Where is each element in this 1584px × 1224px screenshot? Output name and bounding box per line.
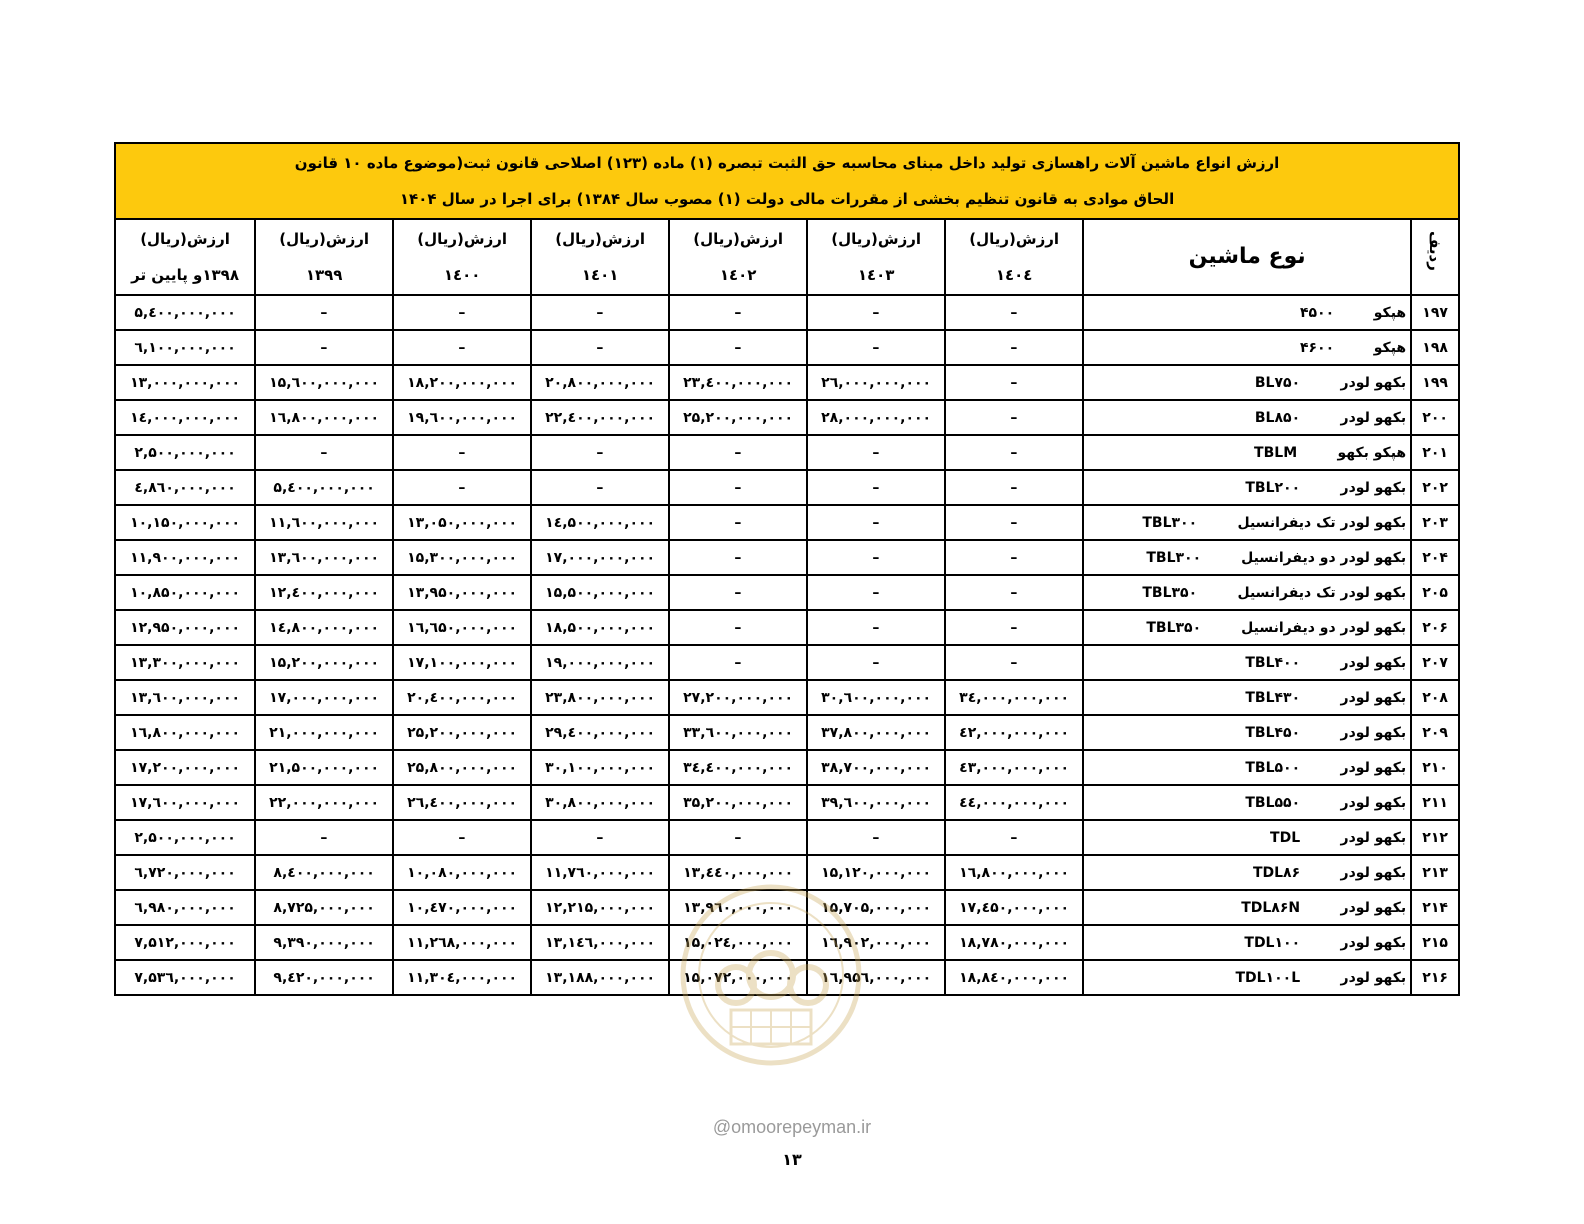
row-number: ۲۱۴	[1411, 890, 1459, 925]
value-cell: –	[531, 470, 669, 505]
machine-model: TBL۴۰۰	[1245, 654, 1301, 671]
value-cell: –	[945, 540, 1083, 575]
header-value-4	[393, 219, 531, 295]
value-cell: ٤٤,۰۰۰,۰۰۰,۰۰۰	[945, 785, 1083, 820]
value-cell: ۳۹,٦۰۰,۰۰۰,۰۰۰	[807, 785, 945, 820]
value-cell: ٦,۷۲۰,۰۰۰,۰۰۰	[115, 855, 255, 890]
table-row	[115, 540, 1459, 575]
machine-name: هپکو	[1373, 304, 1407, 321]
header-radif: ردیف	[1411, 219, 1459, 295]
table-row	[115, 750, 1459, 785]
table-row	[115, 505, 1459, 540]
value-cell: ۲۲,۰۰۰,۰۰۰,۰۰۰	[255, 785, 393, 820]
value-table-sheet	[114, 142, 1458, 996]
value-cell: ۱۸,۷۸۰,۰۰۰,۰۰۰	[945, 925, 1083, 960]
value-cell: ۱۳,۹٦۰,۰۰۰,۰۰۰	[669, 890, 807, 925]
value-cell: ۱۰,۸۵۰,۰۰۰,۰۰۰	[115, 575, 255, 610]
row-number: ۲۰۲	[1411, 470, 1459, 505]
value-cell: ۱۰,۰۸۰,۰۰۰,۰۰۰	[393, 855, 531, 890]
row-number: ۲۱۳	[1411, 855, 1459, 890]
value-cell: –	[945, 610, 1083, 645]
value-cell: ۹,٤۲۰,۰۰۰,۰۰۰	[255, 960, 393, 995]
value-cell: ۹,۳۹۰,۰۰۰,۰۰۰	[255, 925, 393, 960]
table-row	[115, 295, 1459, 330]
header-value-label: ارزش(ریال)	[417, 230, 507, 248]
value-cell: –	[393, 435, 531, 470]
machine-cell	[1083, 400, 1411, 435]
machine-model: TBL۴۳۰	[1245, 689, 1301, 706]
title-line-2: الحاق موادی به قانون تنظیم بخشی از مقررات مالی دولت (۱) مصوب سال ۱۳۸۴) برای اجرا در سال ۱۴۰۴	[399, 190, 1175, 208]
machine-name: بکهو لودر	[1340, 934, 1407, 951]
machine-model: TBL۳۵۰	[1142, 584, 1198, 601]
machine-cell	[1083, 960, 1411, 995]
value-cell: ۱۸,۲۰۰,۰۰۰,۰۰۰	[393, 365, 531, 400]
table-row	[115, 470, 1459, 505]
watermark-logo	[676, 880, 866, 1070]
value-cell: –	[531, 435, 669, 470]
value-cell: ۱۷,۱۰۰,۰۰۰,۰۰۰	[393, 645, 531, 680]
value-cell: –	[807, 470, 945, 505]
value-cell: –	[945, 295, 1083, 330]
value-cell: –	[255, 295, 393, 330]
value-cell: ۲۸,۰۰۰,۰۰۰,۰۰۰	[807, 400, 945, 435]
value-cell: ٤۲,۰۰۰,۰۰۰,۰۰۰	[945, 715, 1083, 750]
value-cell: ۱۳,۳۰۰,۰۰۰,۰۰۰	[115, 645, 255, 680]
value-cell: –	[945, 645, 1083, 680]
machine-name: بکهو لودر	[1340, 759, 1407, 776]
value-cell: ۱۲,۲۱۵,۰۰۰,۰۰۰	[531, 890, 669, 925]
table-row	[115, 435, 1459, 470]
value-cell: ۱۸,۸٤۰,۰۰۰,۰۰۰	[945, 960, 1083, 995]
machine-name: بکهو لودر	[1340, 724, 1407, 741]
value-cell: ۱۵,۷۰۵,۰۰۰,۰۰۰	[807, 890, 945, 925]
machine-model: TBL۳۵۰	[1146, 619, 1202, 636]
machine-cell	[1083, 750, 1411, 785]
value-cell: –	[669, 820, 807, 855]
machine-cell	[1083, 505, 1411, 540]
table-row	[115, 610, 1459, 645]
value-cell: –	[531, 330, 669, 365]
value-cell: ۱٦,۸۰۰,۰۰۰,۰۰۰	[945, 855, 1083, 890]
value-cell: ۸,٤۰۰,۰۰۰,۰۰۰	[255, 855, 393, 890]
value-cell: –	[393, 470, 531, 505]
machine-name: بکهو لودر	[1340, 864, 1407, 881]
machine-model: TDL۸۶	[1252, 864, 1301, 881]
machine-name: بکهو لودر	[1340, 794, 1407, 811]
value-cell: ۱۳,۹۵۰,۰۰۰,۰۰۰	[393, 575, 531, 610]
header-value-label: ارزش(ریال)	[279, 230, 369, 248]
value-cell: ۱۳,٦۰۰,۰۰۰,۰۰۰	[255, 540, 393, 575]
value-cell: –	[807, 575, 945, 610]
value-cell: ۱۹,۰۰۰,۰۰۰,۰۰۰	[531, 645, 669, 680]
value-cell: ٦,۹۸۰,۰۰۰,۰۰۰	[115, 890, 255, 925]
row-number: ۲۰۹	[1411, 715, 1459, 750]
value-cell: –	[531, 295, 669, 330]
value-cell: –	[669, 540, 807, 575]
value-cell: –	[807, 645, 945, 680]
table-row	[115, 400, 1459, 435]
value-cell: ۱٦,۸۰۰,۰۰۰,۰۰۰	[255, 400, 393, 435]
header-value-label: ارزش(ریال)	[969, 230, 1059, 248]
value-cell: ۱٤,۸۰۰,۰۰۰,۰۰۰	[255, 610, 393, 645]
value-cell: ۱۱,۲٦۸,۰۰۰,۰۰۰	[393, 925, 531, 960]
table-row	[115, 820, 1459, 855]
machine-model: TBL۳۰۰	[1142, 514, 1198, 531]
value-cell: ۲٦,٤۰۰,۰۰۰,۰۰۰	[393, 785, 531, 820]
title-line-1: ارزش انواع ماشین آلات راهسازی تولید داخل مبنای محاسبه حق الثبت تبصره (۱) ماده (۱۲۳) اصلاحی قانون ثبت(موضوع ماده ۱۰ قانون	[294, 154, 1280, 172]
table-row	[115, 365, 1459, 400]
value-cell: ۷,۵۱۲,۰۰۰,۰۰۰	[115, 925, 255, 960]
value-cell: –	[807, 505, 945, 540]
machine-cell	[1083, 575, 1411, 610]
value-cell: ۳٤,۰۰۰,۰۰۰,۰۰۰	[945, 680, 1083, 715]
value-cell: –	[807, 330, 945, 365]
machine-name: بکهو لودر	[1340, 829, 1407, 846]
machine-model: TDL	[1270, 829, 1301, 846]
header-year: ۱۳۹۹	[305, 266, 343, 284]
value-cell: ۱۵,۰۷۲,۰۰۰,۰۰۰	[669, 960, 807, 995]
value-cell: ۵,٤۰۰,۰۰۰,۰۰۰	[255, 470, 393, 505]
value-cell: ۲٦,۰۰۰,۰۰۰,۰۰۰	[807, 365, 945, 400]
machine-name: بکهو لودر	[1340, 969, 1407, 986]
header-year: ۱٤۰٤	[995, 266, 1033, 284]
header-value-5	[255, 219, 393, 295]
value-cell: –	[669, 505, 807, 540]
machine-name: بکهو لودر	[1340, 479, 1407, 496]
value-cell: –	[669, 330, 807, 365]
value-cell: –	[531, 820, 669, 855]
value-cell: ۳۷,۸۰۰,۰۰۰,۰۰۰	[807, 715, 945, 750]
footer-website: @omoorepeyman.ir	[712, 1117, 872, 1137]
machine-name: هپکو	[1373, 339, 1407, 356]
value-cell: ۲۹,٤۰۰,۰۰۰,۰۰۰	[531, 715, 669, 750]
value-cell: –	[669, 645, 807, 680]
value-cell: ۸,۷۲۵,۰۰۰,۰۰۰	[255, 890, 393, 925]
machine-model: ۴۵۰۰	[1299, 304, 1335, 321]
value-cell: ۳۰,٦۰۰,۰۰۰,۰۰۰	[807, 680, 945, 715]
machine-model: TBL۲۰۰	[1245, 479, 1301, 496]
table-row	[115, 715, 1459, 750]
value-cell: ۲,۵۰۰,۰۰۰,۰۰۰	[115, 435, 255, 470]
value-cell: –	[945, 400, 1083, 435]
page-number: ۱۳	[782, 1150, 802, 1169]
row-number: ۲۱۵	[1411, 925, 1459, 960]
row-number: ۲۱۰	[1411, 750, 1459, 785]
machine-model: TBL۳۰۰	[1146, 549, 1202, 566]
value-cell: ۲۵,۲۰۰,۰۰۰,۰۰۰	[669, 400, 807, 435]
value-cell: –	[669, 435, 807, 470]
value-cell: ۱۲,۹۵۰,۰۰۰,۰۰۰	[115, 610, 255, 645]
header-value-0	[945, 219, 1083, 295]
machine-model: TBL۵۵۰	[1245, 794, 1301, 811]
value-cell: ۱۵,۵۰۰,۰۰۰,۰۰۰	[531, 575, 669, 610]
machine-cell	[1083, 820, 1411, 855]
value-cell: –	[669, 295, 807, 330]
header-year: ۱۳۹۸و پایین تر	[131, 266, 239, 284]
machine-model: TDL۸۶N	[1241, 899, 1301, 916]
value-cell: ۱۳,۱۸۸,۰۰۰,۰۰۰	[531, 960, 669, 995]
machine-cell	[1083, 645, 1411, 680]
machine-name: بکهو لودر تک دیفرانسیل	[1237, 584, 1407, 601]
value-cell: ۱۷,٦۰۰,۰۰۰,۰۰۰	[115, 785, 255, 820]
value-cell: –	[945, 575, 1083, 610]
machine-name: بکهو لودر دو دیفرانسیل	[1241, 619, 1407, 636]
value-cell: –	[393, 820, 531, 855]
value-cell: ۲۳,٤۰۰,۰۰۰,۰۰۰	[669, 365, 807, 400]
value-cell: ۱٦,۹۵٦,۰۰۰,۰۰۰	[807, 960, 945, 995]
value-cell: ۱۱,۹۰۰,۰۰۰,۰۰۰	[115, 540, 255, 575]
value-cell: ۱۳,٦۰۰,۰۰۰,۰۰۰	[115, 680, 255, 715]
value-cell: –	[945, 470, 1083, 505]
value-cell: –	[669, 470, 807, 505]
value-cell: ۷,۵۳٦,۰۰۰,۰۰۰	[115, 960, 255, 995]
value-cell: ۲۱,۵۰۰,۰۰۰,۰۰۰	[255, 750, 393, 785]
value-cell: –	[807, 295, 945, 330]
header-value-6	[115, 219, 255, 295]
value-cell: ۵,٤۰۰,۰۰۰,۰۰۰	[115, 295, 255, 330]
table-row	[115, 785, 1459, 820]
machine-name: بکهو لودر دو دیفرانسیل	[1241, 549, 1407, 566]
value-cell: –	[393, 295, 531, 330]
value-cell: –	[945, 820, 1083, 855]
value-cell: ۱۵,٦۰۰,۰۰۰,۰۰۰	[255, 365, 393, 400]
value-cell: ۱۵,۰۲٤,۰۰۰,۰۰۰	[669, 925, 807, 960]
value-cell: ۱۲,٤۰۰,۰۰۰,۰۰۰	[255, 575, 393, 610]
value-cell: ۱۹,٦۰۰,۰۰۰,۰۰۰	[393, 400, 531, 435]
machine-cell	[1083, 435, 1411, 470]
row-number: ۲۰۶	[1411, 610, 1459, 645]
value-cell: ۱۱,۳۰٤,۰۰۰,۰۰۰	[393, 960, 531, 995]
value-cell: ۱۱,٦۰۰,۰۰۰,۰۰۰	[255, 505, 393, 540]
row-number: ۱۹۹	[1411, 365, 1459, 400]
value-cell: ۱٦,۹۰۲,۰۰۰,۰۰۰	[807, 925, 945, 960]
row-number: ۲۱۲	[1411, 820, 1459, 855]
header-year: ۱٤۰۲	[719, 266, 757, 284]
machine-cell	[1083, 610, 1411, 645]
header-year: ۱٤۰۳	[857, 266, 895, 284]
value-cell: ۱۷,٤۵۰,۰۰۰,۰۰۰	[945, 890, 1083, 925]
row-number: ۲۰۸	[1411, 680, 1459, 715]
value-cell: ۱٤,۰۰۰,۰۰۰,۰۰۰	[115, 400, 255, 435]
value-cell: ۱۵,۱۲۰,۰۰۰,۰۰۰	[807, 855, 945, 890]
value-cell: –	[393, 330, 531, 365]
value-cell: ۱۰,٤۷۰,۰۰۰,۰۰۰	[393, 890, 531, 925]
value-cell: ۱۱,۷٦۰,۰۰۰,۰۰۰	[531, 855, 669, 890]
machine-name: بکهو لودر تک دیفرانسیل	[1237, 514, 1407, 531]
header-value-3	[531, 219, 669, 295]
header-value-2	[669, 219, 807, 295]
row-number: ۲۱۶	[1411, 960, 1459, 995]
value-cell: ۱٦,۸۰۰,۰۰۰,۰۰۰	[115, 715, 255, 750]
table-row	[115, 645, 1459, 680]
machine-cell	[1083, 855, 1411, 890]
value-cell: ۲,۵۰۰,۰۰۰,۰۰۰	[115, 820, 255, 855]
row-number: ۲۰۵	[1411, 575, 1459, 610]
machine-cell	[1083, 295, 1411, 330]
value-cell: ۳۰,۸۰۰,۰۰۰,۰۰۰	[531, 785, 669, 820]
row-number: ۲۰۴	[1411, 540, 1459, 575]
value-cell: –	[945, 365, 1083, 400]
value-cell: ۱۵,۲۰۰,۰۰۰,۰۰۰	[255, 645, 393, 680]
machine-model: TBL۴۵۰	[1245, 724, 1301, 741]
value-cell: ۲۷,۲۰۰,۰۰۰,۰۰۰	[669, 680, 807, 715]
value-cell: ٤۳,۰۰۰,۰۰۰,۰۰۰	[945, 750, 1083, 785]
machine-cell	[1083, 785, 1411, 820]
machine-name: هپکو بکهو	[1337, 444, 1407, 461]
header-value-label: ارزش(ریال)	[140, 230, 230, 248]
value-cell: ۳۸,۷۰۰,۰۰۰,۰۰۰	[807, 750, 945, 785]
value-cell: ۱٤,۵۰۰,۰۰۰,۰۰۰	[531, 505, 669, 540]
machine-cell	[1083, 330, 1411, 365]
header-machine-type: نوع ماشین	[1083, 219, 1411, 295]
row-number: ۲۰۷	[1411, 645, 1459, 680]
header-value-label: ارزش(ریال)	[555, 230, 645, 248]
table-row	[115, 680, 1459, 715]
value-cell: ۱۳,۰۰۰,۰۰۰,۰۰۰	[115, 365, 255, 400]
value-cell: –	[669, 575, 807, 610]
row-number: ۲۰۳	[1411, 505, 1459, 540]
header-year: ۱٤۰۱	[581, 266, 619, 284]
value-cell: ٦,۱۰۰,۰۰۰,۰۰۰	[115, 330, 255, 365]
value-cell: –	[807, 610, 945, 645]
value-cell: ۲۰,۸۰۰,۰۰۰,۰۰۰	[531, 365, 669, 400]
value-cell: ۱۰,۱۵۰,۰۰۰,۰۰۰	[115, 505, 255, 540]
value-cell: –	[945, 505, 1083, 540]
value-cell: –	[945, 330, 1083, 365]
machine-cell	[1083, 470, 1411, 505]
value-cell: –	[255, 435, 393, 470]
row-number: ۲۰۰	[1411, 400, 1459, 435]
value-cell: ۳۳,٦۰۰,۰۰۰,۰۰۰	[669, 715, 807, 750]
header-value-label: ارزش(ریال)	[831, 230, 921, 248]
machine-model: TBLM	[1254, 444, 1298, 461]
value-cell: ۳٤,٤۰۰,۰۰۰,۰۰۰	[669, 750, 807, 785]
table-row	[115, 575, 1459, 610]
value-cell: –	[807, 540, 945, 575]
value-cell: ۳۵,۲۰۰,۰۰۰,۰۰۰	[669, 785, 807, 820]
value-cell: ٤,۸٦۰,۰۰۰,۰۰۰	[115, 470, 255, 505]
value-cell: ۲۰,٤۰۰,۰۰۰,۰۰۰	[393, 680, 531, 715]
machine-cell	[1083, 890, 1411, 925]
value-cell: ۱۳,٤٤۰,۰۰۰,۰۰۰	[669, 855, 807, 890]
value-cell: ۲۱,۰۰۰,۰۰۰,۰۰۰	[255, 715, 393, 750]
value-cell: ۲۳,۸۰۰,۰۰۰,۰۰۰	[531, 680, 669, 715]
machine-model: BL۸۵۰	[1254, 409, 1301, 426]
row-number: ۱۹۷	[1411, 295, 1459, 330]
value-cell: –	[669, 610, 807, 645]
machine-name: بکهو لودر	[1340, 654, 1407, 671]
value-cell: ۱۳,۱٤٦,۰۰۰,۰۰۰	[531, 925, 669, 960]
value-cell: ۳۰,۱۰۰,۰۰۰,۰۰۰	[531, 750, 669, 785]
machine-model: TDL۱۰۰	[1244, 934, 1301, 951]
machine-model: BL۷۵۰	[1254, 374, 1301, 391]
value-cell: ۱۵,۳۰۰,۰۰۰,۰۰۰	[393, 540, 531, 575]
machine-name: بکهو لودر	[1340, 374, 1407, 391]
machine-name: بکهو لودر	[1340, 689, 1407, 706]
value-cell: ۱۸,۵۰۰,۰۰۰,۰۰۰	[531, 610, 669, 645]
machine-cell	[1083, 680, 1411, 715]
table-row	[115, 330, 1459, 365]
value-cell: –	[255, 820, 393, 855]
value-cell: ۲۵,۲۰۰,۰۰۰,۰۰۰	[393, 715, 531, 750]
machine-cell	[1083, 925, 1411, 960]
header-value-1	[807, 219, 945, 295]
machine-cell	[1083, 365, 1411, 400]
header-year: ۱٤۰۰	[443, 266, 481, 284]
row-number: ۲۰۱	[1411, 435, 1459, 470]
row-number: ۲۱۱	[1411, 785, 1459, 820]
machine-cell	[1083, 540, 1411, 575]
value-cell: ۲۲,٤۰۰,۰۰۰,۰۰۰	[531, 400, 669, 435]
value-cell: –	[807, 820, 945, 855]
value-cell: ۱٦,٦۵۰,۰۰۰,۰۰۰	[393, 610, 531, 645]
value-cell: –	[945, 435, 1083, 470]
value-cell: –	[807, 435, 945, 470]
machine-name: بکهو لودر	[1340, 899, 1407, 916]
machine-cell	[1083, 715, 1411, 750]
header-value-label: ارزش(ریال)	[693, 230, 783, 248]
column-header-row	[115, 219, 1459, 295]
machine-model: TDL۱۰۰L	[1235, 969, 1301, 986]
machine-name: بکهو لودر	[1340, 409, 1407, 426]
machine-value-table	[114, 142, 1460, 996]
value-cell: ۱۷,۰۰۰,۰۰۰,۰۰۰	[531, 540, 669, 575]
machine-model: TBL۵۰۰	[1245, 759, 1301, 776]
value-cell: ۱۳,۰۵۰,۰۰۰,۰۰۰	[393, 505, 531, 540]
value-cell: ۲۵,۸۰۰,۰۰۰,۰۰۰	[393, 750, 531, 785]
row-number: ۱۹۸	[1411, 330, 1459, 365]
value-cell: –	[255, 330, 393, 365]
value-cell: ۱۷,۰۰۰,۰۰۰,۰۰۰	[255, 680, 393, 715]
machine-model: ۴۶۰۰	[1299, 339, 1335, 356]
table-title	[115, 143, 1459, 219]
value-cell: ۱۷,۲۰۰,۰۰۰,۰۰۰	[115, 750, 255, 785]
